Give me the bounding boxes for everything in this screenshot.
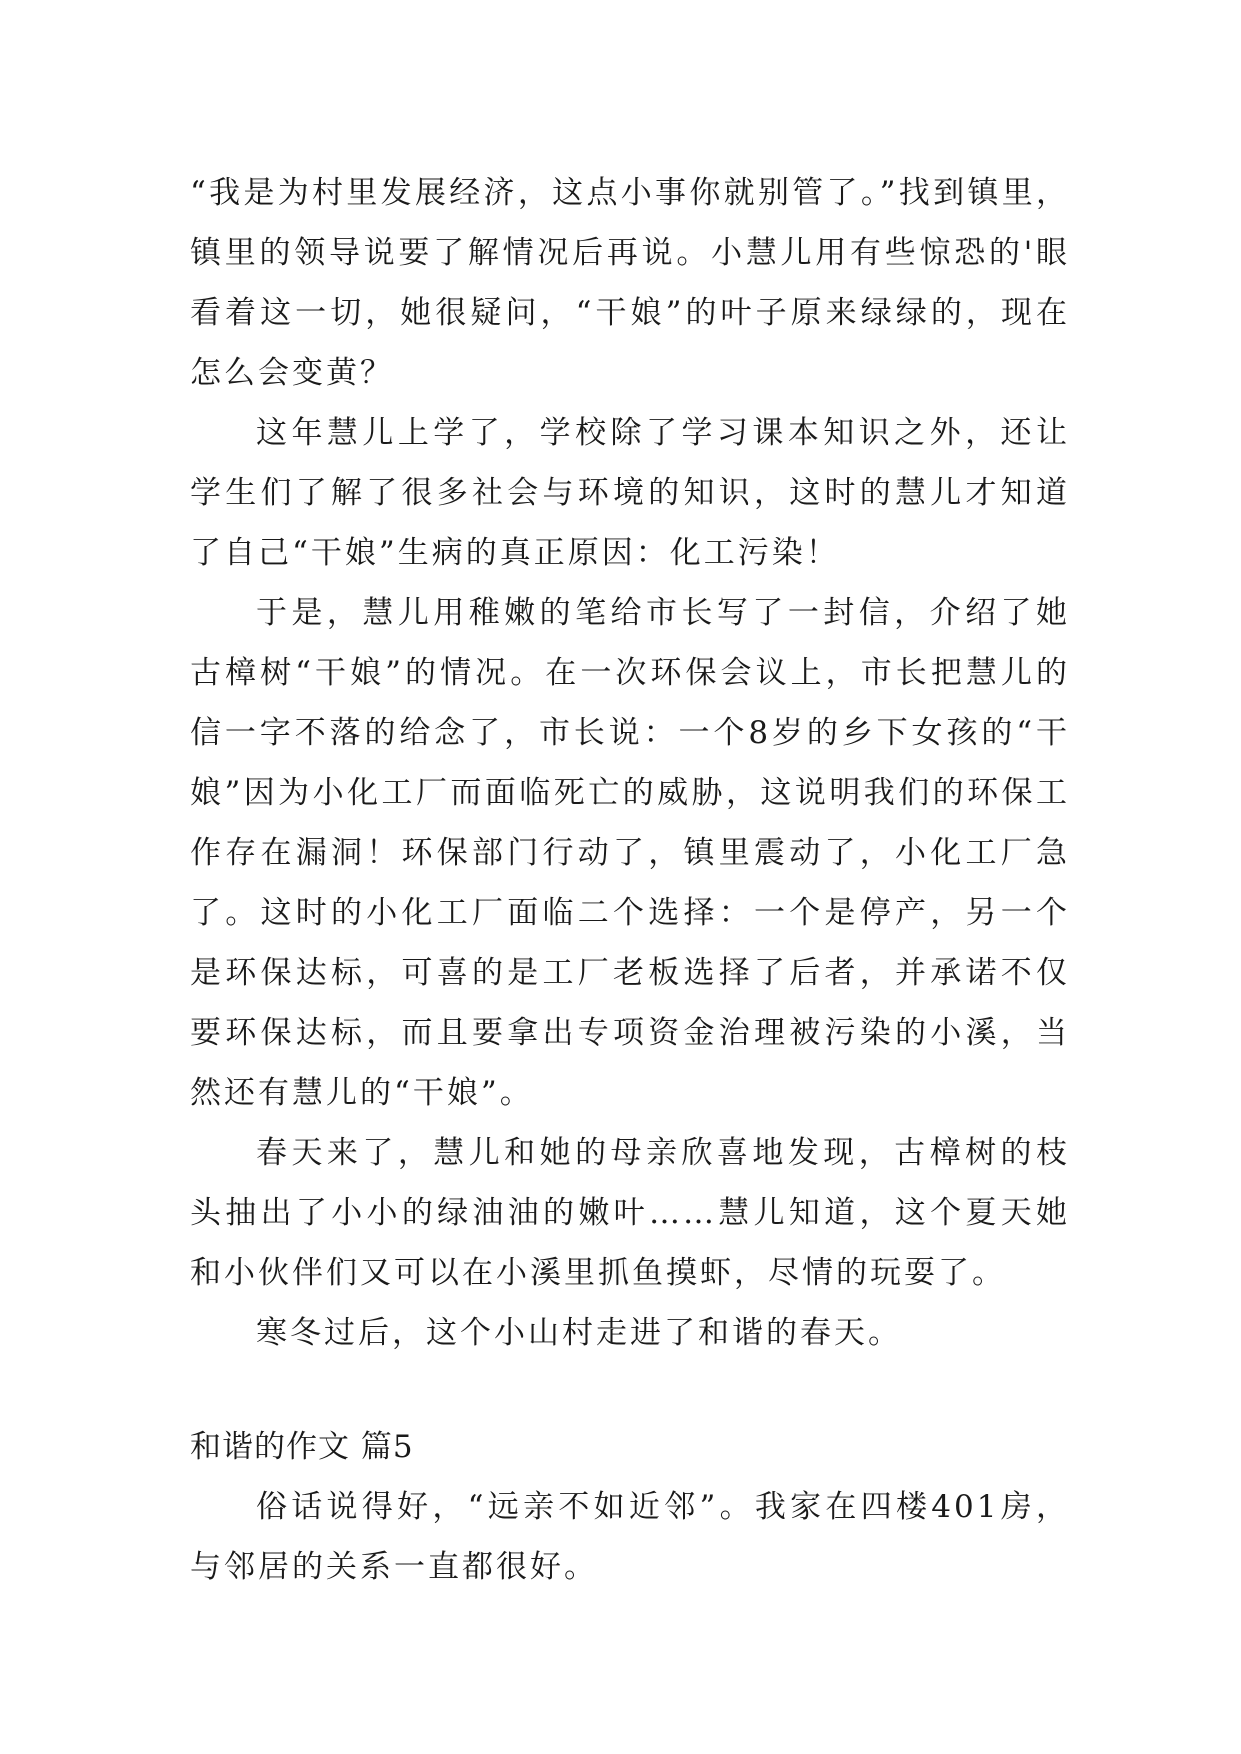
section-heading: 和谐的作文 篇5 — [190, 1429, 414, 1465]
paragraph: 于是，慧儿用稚嫩的笔给市长写了一封信，介绍了她古樟树“干娘”的情况。在一次环保会议上，市长把慧儿的信一字不落的给念了，市长说：一个8岁的乡下女孩的“干娘”因为小化工厂而面临死亡的威胁，这说明我们的环保工作存在漏洞！环保部门行动了，镇里震动了，小化工厂急了。这时的小化工厂面临二个选择：一个是停产，另一个是环保达标，可喜的是工厂老板选择了后者，并承诺不仅要环保达标，而且要拿出专项资金治理被污染的小溪，当然还有慧儿的“干娘”。 — [190, 595, 1070, 1111]
paragraph: 春天来了，慧儿和她的母亲欣喜地发现，古樟树的枝头抽出了小小的绿油油的嫩叶……慧儿知道，这个夏天她和小伙伴们又可以在小溪里抓鱼摸虾，尽情的玩耍了。 — [190, 1135, 1070, 1291]
paragraph-continuation: “我是为村里发展经济，这点小事你就别管了。”找到镇里，镇里的领导说要了解情况后再说。小慧儿用有些惊恐的'眼看着这一切，她很疑问，“干娘”的叶子原来绿绿的，现在怎么会变黄？ — [190, 175, 1070, 391]
paragraph: 这年慧儿上学了，学校除了学习课本知识之外，还让学生们了解了很多社会与环境的知识，这时的慧儿才知道了自己“干娘”生病的真正原因：化工污染！ — [190, 415, 1070, 571]
document-page — [190, 163, 1070, 1597]
paragraph: 俗话说得好，“远亲不如近邻”。我家在四楼401房，与邻居的关系一直都很好。 — [190, 1489, 1070, 1585]
paragraph: 寒冬过后，这个小山村走进了和谐的春天。 — [256, 1315, 902, 1351]
